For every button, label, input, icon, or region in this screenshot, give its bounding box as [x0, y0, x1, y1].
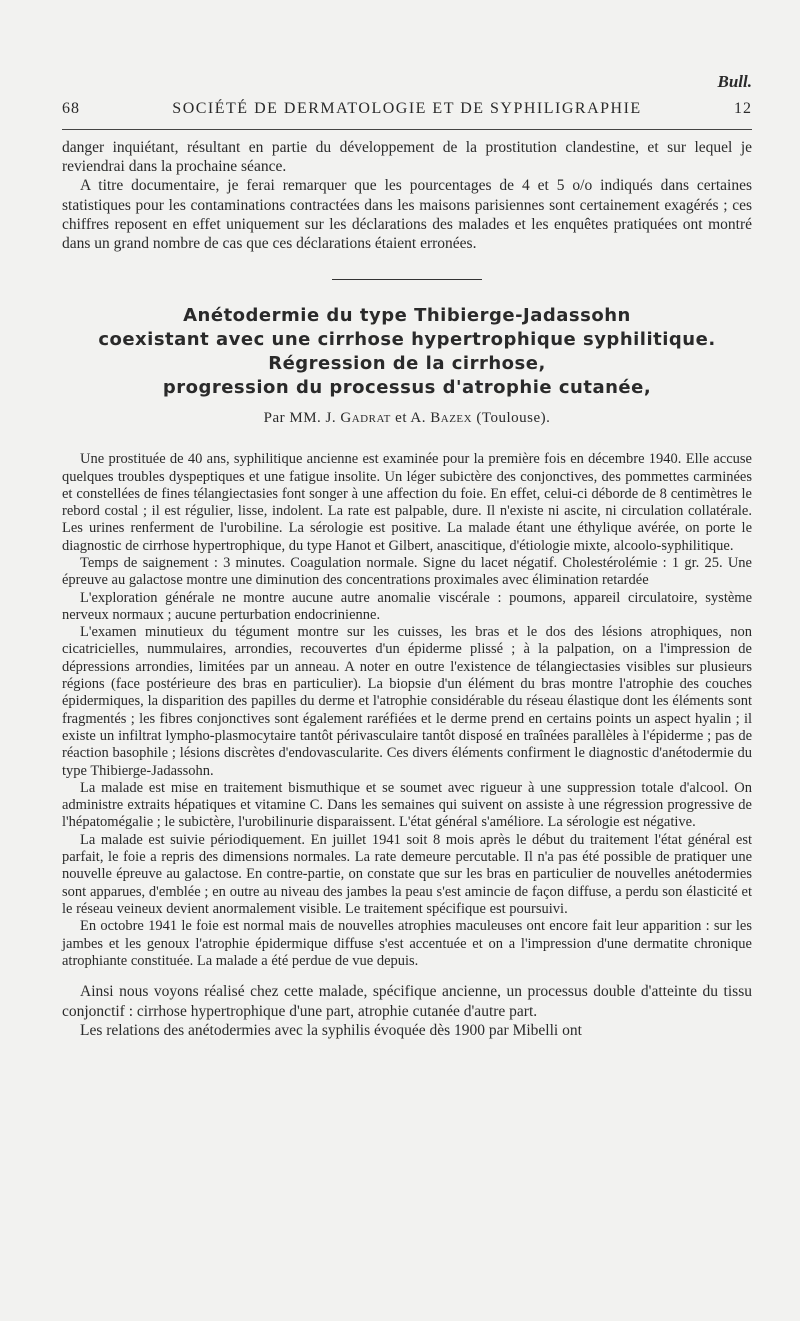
authors-suffix: (Toulouse).: [472, 410, 551, 427]
bull-mark: Bull.: [717, 72, 752, 91]
author-gadrat: Gadrat: [340, 410, 391, 427]
title-line-4: progression du processus d'atrophie cutanée,: [162, 377, 652, 399]
header-rule: [62, 129, 752, 130]
case-paragraph-5: La malade est mise en traitement bismuthique et se soumet avec rigueur à une suppression totale d'alcool. On administre extraits hépatiques et vitamine C. Dans les semaines qui suivent on assiste à une régression progressive de l'hépatomégalie ; le subictère, l'urobilinurie disparaissent. L'état général s'améliore. La sérologie est négative.: [62, 779, 752, 831]
intro-paragraph-1: danger inquiétant, résultant en partie du développement de la prostitution clandestine, et sur lequel je reviendrai dans la prochaine séance.: [62, 139, 752, 176]
case-paragraph-3: L'exploration générale ne montre aucune autre anomalie viscérale : poumons, appareil circulatoire, système nerveux normaux ; aucune perturbation endocrinienne.: [62, 589, 752, 623]
running-head: [62, 100, 752, 122]
title-line-3: Régression de la cirrhose,: [268, 353, 546, 375]
title-line-2: coexistant avec une cirrhose hypertrophique syphilitique.: [98, 329, 716, 351]
discussion-paragraph-2: Les relations des anétodermies avec la syphilis évoquée dès 1900 par Mibelli ont: [80, 1022, 582, 1040]
title-line-1: Anétodermie du type Thibierge-Jadassohn: [183, 305, 631, 327]
journal-title: SOCIÉTÉ DE DERMATOLOGIE ET DE SYPHILIGRAPHIE: [172, 100, 642, 117]
section-separator: [332, 279, 482, 280]
case-paragraph-1: Une prostituée de 40 ans, syphilitique ancienne est examinée pour la première fois en décembre 1940. Elle accuse quelques troubles dyspeptiques et une fatigue insolite. Un léger subictère des conjonctives, des pommettes carminées et constellées de fines télangiectasies font songer à une affection du foie. En effet, celui-ci déborde de 8 centimètres le rebord costal ; il est régulier, lisse, indolent. La rate est palpable, dure. Il n'existe ni ascite, ni circulation collatérale. Les urines renferment de l'urobiline. La sérologie est positive. La malade étant une éthylique avérée, on porte le diagnostic de cirrhose hypertrophique, du type Hanot et Gilbert, anascitique, d'étiologie mixte, alcoolo-syphilitique.: [62, 451, 752, 554]
article-title: [62, 304, 752, 400]
authors-prefix: Par MM. J.: [263, 410, 337, 427]
case-paragraph-7: En octobre 1941 le foie est normal mais de nouvelles atrophies maculeuses ont encore fait leur apparition : sur les jambes et les genoux l'atrophie épidermique diffuse s'est accentuée et on a l'impression d'une dermatite chronique atrophiante constituée. La malade a été perdue de vue depuis.: [62, 918, 752, 969]
case-paragraph-2: Temps de saignement : 3 minutes. Coagulation normale. Signe du lacet négatif. Cholestérolémie : 1 gr. 25. Une épreuve au galactose montre une diminution des concentrations proximales avec élimination retardée: [62, 555, 752, 589]
intro-paragraph-2: A titre documentaire, je ferai remarquer que les pourcentages de 4 et 5 o/o indiqués dans certaines statistiques pour les contaminations contractées dans les maisons parisiennes sont certainement exagérés ; ces chiffres reposent en effet uniquement sur les déclarations des malades et les enquêtes pratiquées ont montré dans un grand nombre de cas que ces déclarations étaient erronées.: [62, 177, 752, 253]
discussion: [62, 982, 752, 1041]
author-bazex: Bazex: [430, 410, 473, 427]
case-report: [62, 451, 752, 970]
case-paragraph-4: L'examen minutieux du tégument montre sur les cuisses, les bras et le dos des lésions atrophiques, non cicatricielles, nummulaires, arrondies, recouvertes d'un épiderme plissé ; à la palpation, on a l'impression de dépressions arrondies, limitées par un anneau. A noter en outre l'existence de télangiectasies visibles sur plusieurs régions (face postérieure des bras en particulier). La biopsie d'un élément du bras montre l'atrophie des couches épidermiques, la disparition des papilles du derme et l'atrophie considérable du réseau élastique dont les éléments sont fragmentés ; les fibres conjonctives sont également raréfiées et le derme prend en certains points un aspect hyalin ; il existe un infiltrat lympho-plasmocytaire tantôt périvasculaire tantôt disposé en traînées parallèles à l'épiderme ; pas de réaction basophile ; lésions discrètes d'endovascularite. Ces divers éléments confirment le diagnostic d'anétodermie du type Thibierge-Jadassohn.: [62, 624, 752, 779]
volume-number: 12: [734, 100, 752, 117]
case-paragraph-6: La malade est suivie périodiquement. En juillet 1941 soit 8 mois après le début du traitement l'état général est parfait, le foie a repris des dimensions normales. La rate demeure percutable. Il n'a pas été possible de pratiquer une nouvelle épreuve au galactose. En contre-partie, on constate que sur les bras en particulier de nouvelles anétodermies sont apparues, d'emblée ; en outre au niveau des jambes la peau s'est amincie de façon diffuse, a perdu son élasticité et le réseau veineux devient anormalement visible. Le traitement spécifique est poursuivi.: [62, 831, 752, 917]
authors-mid: et A.: [390, 410, 431, 427]
page-number: 68: [62, 100, 80, 117]
body-text: [62, 138, 752, 1041]
article-authors: [62, 410, 752, 427]
discussion-paragraph-1: Ainsi nous voyons réalisé chez cette malade, spécifique ancienne, un processus double d'atteinte du tissu conjonctif : cirrhose hypertrophique d'une part, atrophie cutanée d'autre part.: [62, 983, 752, 1020]
